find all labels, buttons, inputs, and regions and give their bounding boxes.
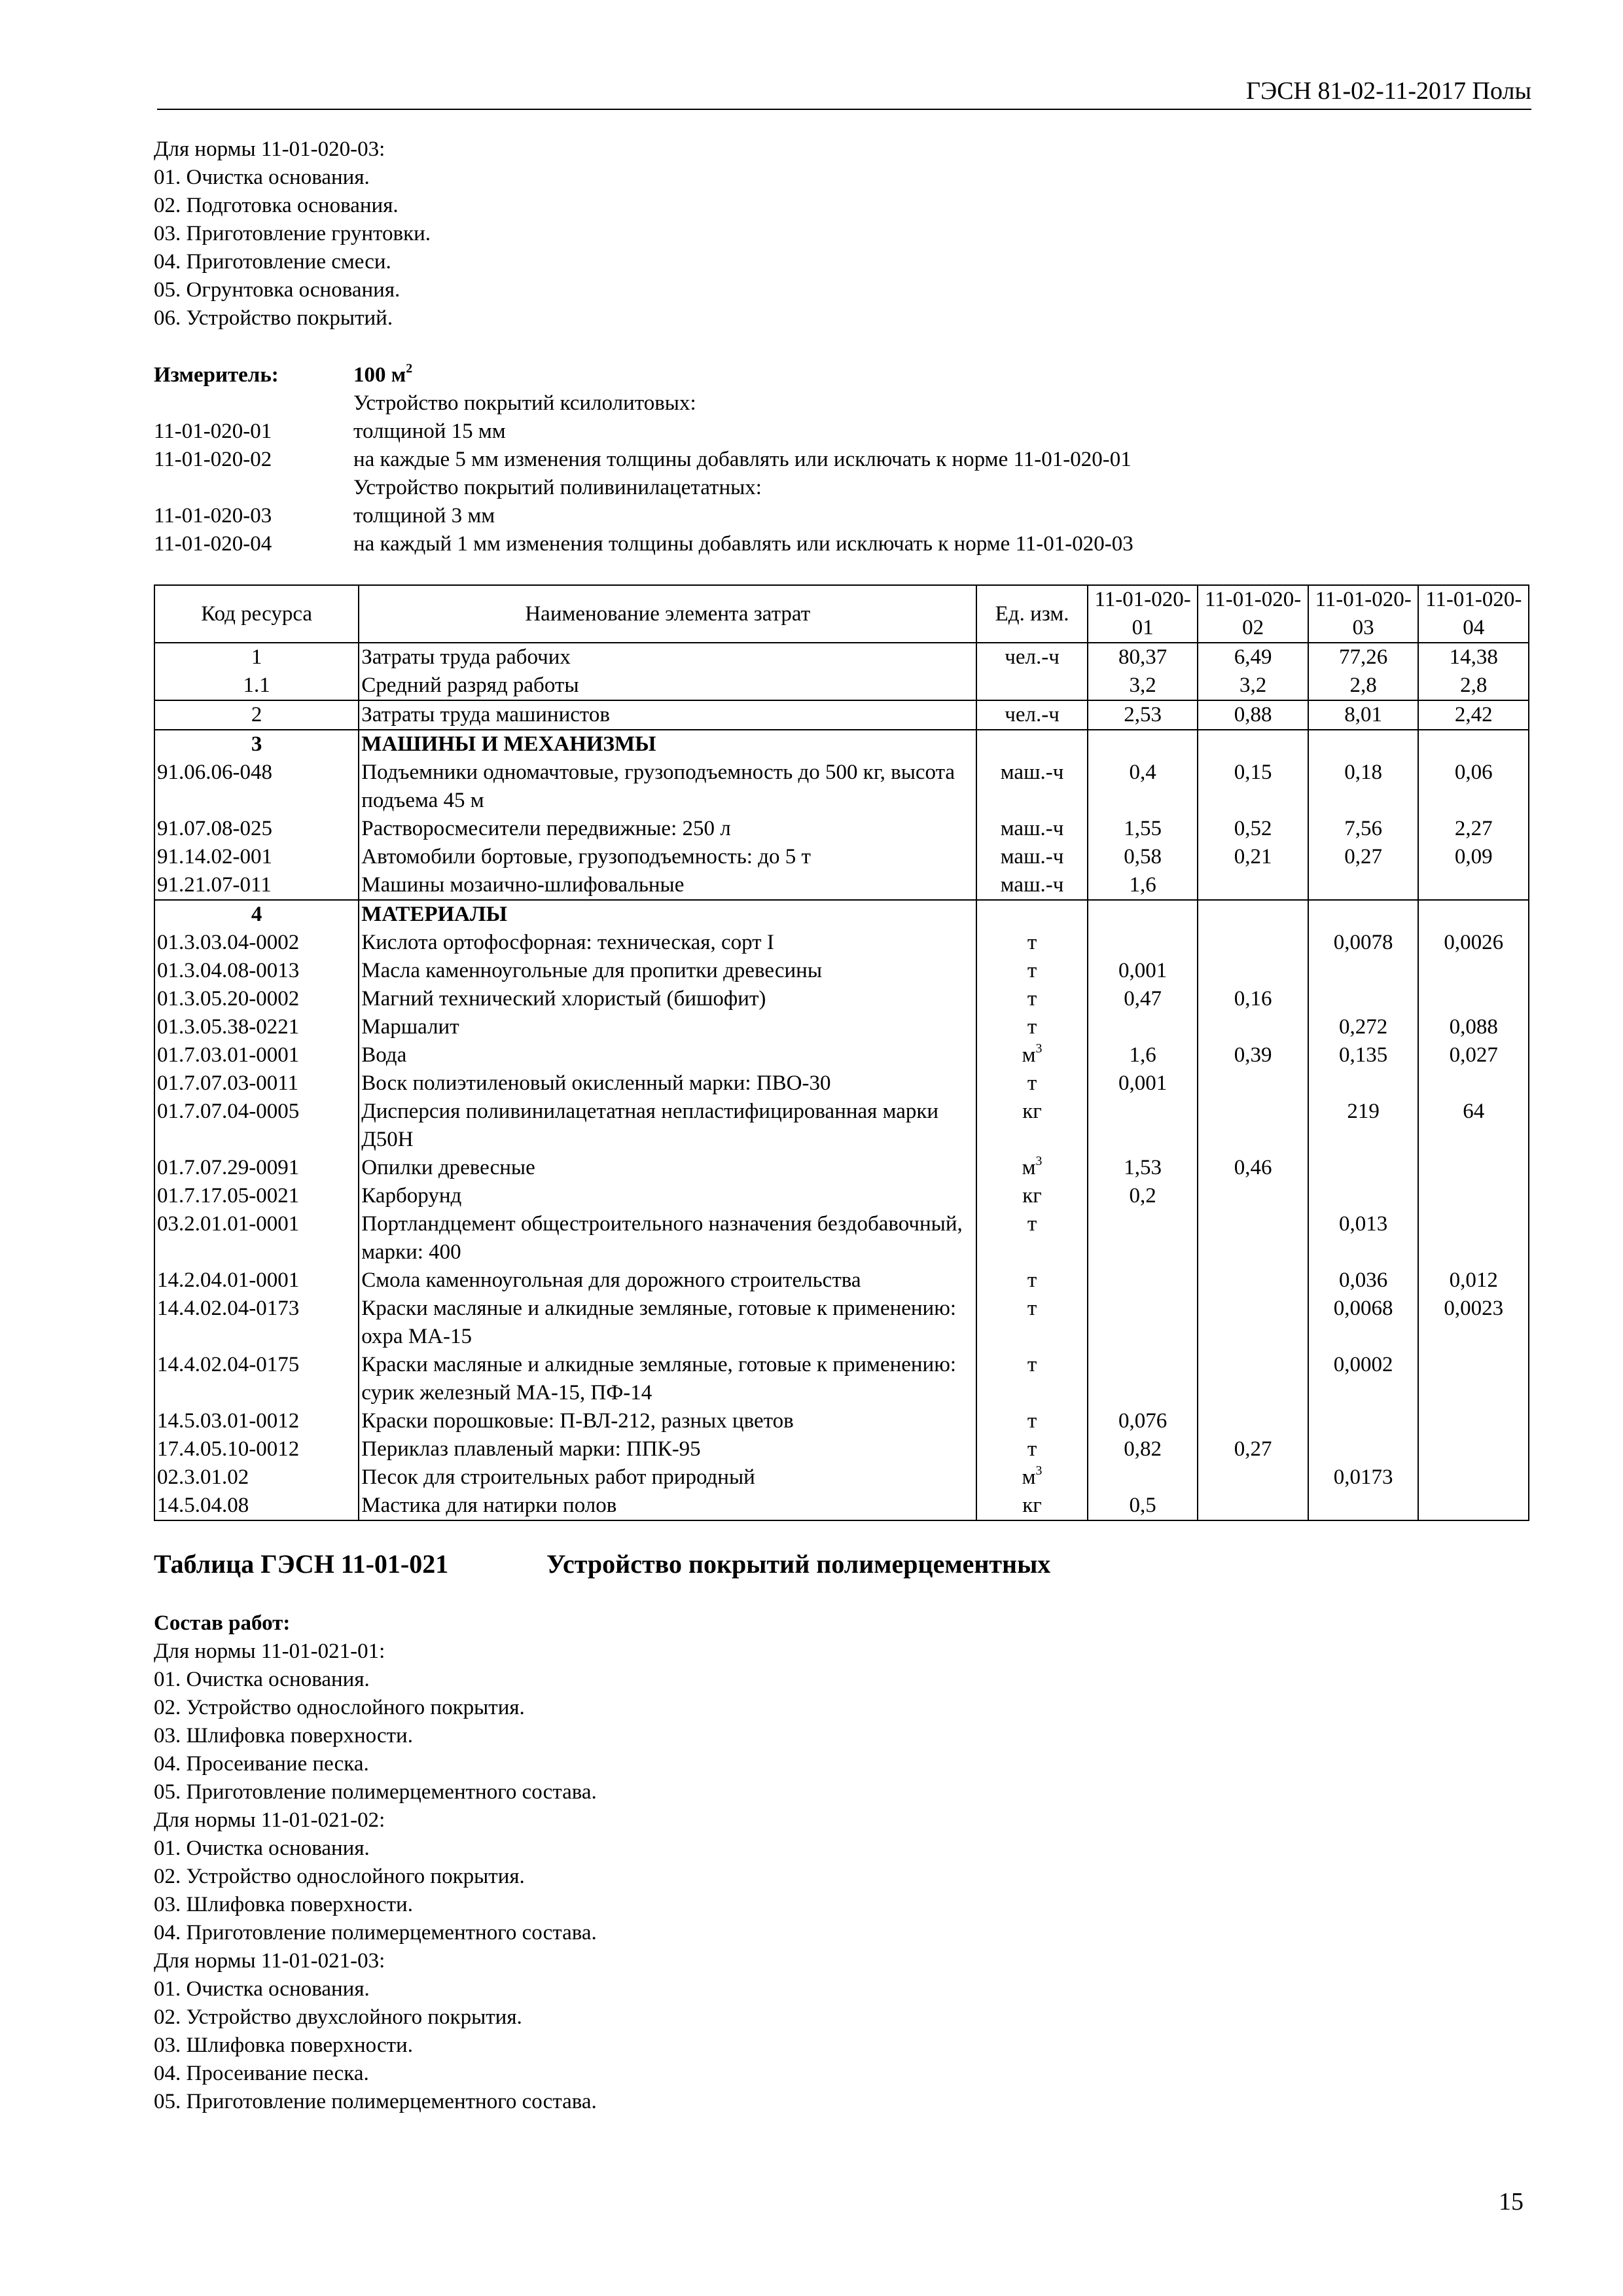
norm-value [1198,900,1308,929]
norm-value: 0,4 [1088,759,1198,815]
work-line: 04. Приготовление смеси. [154,250,391,274]
table-row [154,1351,1529,1407]
resource-unit: $м^3$ [976,1463,1088,1492]
norm-value [1088,1210,1198,1266]
norm-value [1418,985,1529,1013]
norm-value [1198,871,1308,900]
table-2-title [154,1549,1051,1579]
table-2-code: Таблица ГЭСН 11-01-021 [154,1549,449,1579]
table-row [154,1266,1529,1295]
col-header-code: Код ресурса [154,585,359,643]
table-row [154,985,1529,1013]
resource-code: 01.7.07.04-0005 [154,1098,359,1154]
norm-value: 0,18 [1308,759,1419,815]
norm-value: 0,0023 [1418,1295,1529,1351]
work-composition-top [154,135,431,332]
resource-unit: т [976,1210,1088,1266]
resource-unit: маш.-ч [976,759,1088,815]
norm-value: 8,01 [1308,700,1419,730]
table-row [154,1407,1529,1435]
norm-value [1198,1266,1308,1295]
norm-value [1088,730,1198,759]
resource-name: Периклаз плавленый марки: ППК-95 [359,1435,976,1463]
resource-code: 91.06.06-048 [154,759,359,815]
resource-name: Затраты труда рабочих [359,643,976,672]
work-line: Для нормы 11-01-020-03: [154,137,385,161]
resource-code: 17.4.05.10-0012 [154,1435,359,1463]
norm-text: на каждые 5 мм изменения толщины добавлять или исключать к норме 11-01-020-01 [353,448,1132,471]
norm-value: 7,56 [1308,815,1419,843]
resource-unit: т [976,1351,1088,1407]
resource-unit [976,730,1088,759]
work-line: 01. Очистка основания. [154,1668,370,1691]
resource-name: Мастика для натирки полов [359,1492,976,1520]
norm-value [1418,1154,1529,1182]
norm-value: 0,09 [1418,843,1529,871]
running-header [157,73,1531,110]
resource-name: Вода [359,1041,976,1069]
norm-value [1088,1351,1198,1407]
norm-value: 2,27 [1418,815,1529,843]
norm-value [1418,1407,1529,1435]
norm-value: 0,58 [1088,843,1198,871]
resources-table [154,584,1529,1521]
resource-code: 4 [154,900,359,929]
norm-value: 1,6 [1088,871,1198,900]
resource-code: 14.2.04.01-0001 [154,1266,359,1295]
work-line: Для нормы 11-01-021-02: [154,1808,385,1832]
norm-value: 14,38 [1418,643,1529,672]
work-heading: Состав работ: [154,1611,291,1635]
norm-value: 1,53 [1088,1154,1198,1182]
table-row [154,1492,1529,1520]
work-line: 01. Очистка основания. [154,1837,370,1860]
table-row [154,1435,1529,1463]
resource-name: Карборунд [359,1182,976,1210]
norm-value: 0,47 [1088,985,1198,1013]
table-row [154,871,1529,900]
work-line: 03. Шлифовка поверхности. [154,1893,413,1916]
norm-value: 0,52 [1198,815,1308,843]
norm-value [1308,1154,1419,1182]
work-line: 01. Очистка основания. [154,1977,370,2001]
norm-value: 0,0173 [1308,1463,1419,1492]
resource-unit: маш.-ч [976,871,1088,900]
norm-value [1308,900,1419,929]
resource-code: 14.4.02.04-0175 [154,1351,359,1407]
table-row [154,929,1529,957]
resource-name: Маршалит [359,1013,976,1041]
resource-name: Автомобили бортовые, грузоподъемность: до 5 т [359,843,976,871]
col-header-unit: Ед. изм. [976,585,1088,643]
resource-code: 14.5.03.01-0012 [154,1407,359,1435]
norm-value: 0,0078 [1308,929,1419,957]
norm-text: Устройство покрытий ксилолитовых: [353,391,696,415]
table-row [154,759,1529,815]
meter-value: 100 $м^2$ [353,361,413,387]
norm-value [1418,1182,1529,1210]
norm-value: 0,001 [1088,957,1198,985]
resource-unit: т [976,1266,1088,1295]
table-row [154,815,1529,843]
resource-unit: маш.-ч [976,815,1088,843]
norm-value [1198,1463,1308,1492]
col-header-norm: 11-01-020-01 [1088,585,1198,643]
norm-value: 0,21 [1198,843,1308,871]
resource-code: 14.5.04.08 [154,1492,359,1520]
resource-code: 01.3.05.20-0002 [154,985,359,1013]
work-line: Для нормы 11-01-021-01: [154,1640,385,1663]
resource-name: Краски масляные и алкидные земляные, готовые к применению: сурик железный МА-15, ПФ-14 [359,1351,976,1407]
norm-value: 0,088 [1418,1013,1529,1041]
norm-value: 2,8 [1418,672,1529,700]
norm-value [1198,1098,1308,1154]
norm-value: 0,012 [1418,1266,1529,1295]
table-header-row [154,585,1529,643]
norm-value: 0,88 [1198,700,1308,730]
col-header-norm: 11-01-020-03 [1308,585,1419,643]
table-row [154,672,1529,700]
norm-value [1088,929,1198,957]
work-line: 02. Устройство двухслойного покрытия. [154,2005,522,2029]
resource-name: Затраты труда машинистов [359,700,976,730]
norm-value [1198,1210,1308,1266]
resource-unit: т [976,1435,1088,1463]
resource-unit: $м^3$ [976,1041,1088,1069]
norm-value: 77,26 [1308,643,1419,672]
norm-value: 0,001 [1088,1069,1198,1098]
resource-name: Машины мозаично-шлифовальные [359,871,976,900]
norm-value [1198,1295,1308,1351]
work-line: 03. Шлифовка поверхности. [154,1724,413,1748]
resource-code: 01.7.17.05-0021 [154,1182,359,1210]
table-row [154,1210,1529,1266]
resource-name: Опилки древесные [359,1154,976,1182]
norm-value [1308,1069,1419,1098]
norm-value: 0,0002 [1308,1351,1419,1407]
table-row [154,1013,1529,1041]
norm-value [1088,1013,1198,1041]
norm-value: 0,15 [1198,759,1308,815]
norm-value: 80,37 [1088,643,1198,672]
resource-name: Магний технический хлористый (бишофит) [359,985,976,1013]
resource-unit: т [976,1069,1088,1098]
norm-value [1198,1013,1308,1041]
table-row [154,1182,1529,1210]
work-line: 03. Шлифовка поверхности. [154,2034,413,2057]
work-line: 05. Приготовление полимерцементного состава. [154,1780,597,1804]
norm-value: 0,027 [1418,1041,1529,1069]
norm-value [1308,730,1419,759]
resource-code: 2 [154,700,359,730]
norm-value [1308,871,1419,900]
norm-value: 64 [1418,1098,1529,1154]
norm-value: 0,0026 [1418,929,1529,957]
table-row [154,730,1529,759]
norm-value [1088,900,1198,929]
resource-name: Масла каменноугольные для пропитки древесины [359,957,976,985]
norm-value [1418,1210,1529,1266]
resource-code: 01.3.05.38-0221 [154,1013,359,1041]
resource-code: 01.7.03.01-0001 [154,1041,359,1069]
norm-value: 6,49 [1198,643,1308,672]
norm-value [1088,1463,1198,1492]
resource-name: МАШИНЫ И МЕХАНИЗМЫ [359,730,976,759]
norm-value [1198,1182,1308,1210]
resource-code: 91.21.07-011 [154,871,359,900]
page-number: 15 [1499,2188,1524,2215]
col-header-norm: 11-01-020-04 [1418,585,1529,643]
work-line: Для нормы 11-01-021-03: [154,1949,385,1973]
resource-code: 02.3.01.02 [154,1463,359,1492]
resource-unit: кг [976,1098,1088,1154]
resource-name: Портландцемент общестроительного назначения бездобавочный, марки: 400 [359,1210,976,1266]
norm-value: 0,036 [1308,1266,1419,1295]
norm-value: 0,46 [1198,1154,1308,1182]
norm-value [1088,1266,1198,1295]
table-row [154,957,1529,985]
resource-unit: т [976,985,1088,1013]
resource-unit: т [976,1295,1088,1351]
norm-code: 11-01-020-04 [154,532,272,556]
resource-name: Дисперсия поливинилацетатная непластифицированная марки Д50Н [359,1098,976,1154]
work-line: 05. Приготовление полимерцементного состава. [154,2090,597,2113]
resource-unit: маш.-ч [976,843,1088,871]
resource-unit [976,672,1088,700]
work-composition-bottom [154,1609,597,2116]
norm-value: 3,2 [1198,672,1308,700]
norm-value [1308,1407,1419,1435]
table-2-name: Устройство покрытий полимерцементных [546,1549,1051,1579]
norm-value: 0,39 [1198,1041,1308,1069]
resource-name: Песок для строительных работ природный [359,1463,976,1492]
norm-text: толщиной 15 мм [353,420,506,443]
resource-code: 01.3.04.08-0013 [154,957,359,985]
resource-name: МАТЕРИАЛЫ [359,900,976,929]
resource-code: 01.7.07.29-0091 [154,1154,359,1182]
norm-value: 219 [1308,1098,1419,1154]
work-line: 02. Устройство однослойного покрытия. [154,1696,525,1719]
norm-value: 0,82 [1088,1435,1198,1463]
norm-value: 0,06 [1418,759,1529,815]
resource-unit: т [976,929,1088,957]
resource-name: Краски порошковые: П-ВЛ-212, разных цветов [359,1407,976,1435]
resource-name: Воск полиэтиленовый окисленный марки: ПВО-30 [359,1069,976,1098]
work-line: 01. Очистка основания. [154,166,370,189]
resource-name: Смола каменноугольная для дорожного строительства [359,1266,976,1295]
work-line: 04. Просеивание песка. [154,1752,369,1776]
norm-value [1088,1098,1198,1154]
norm-value [1308,1492,1419,1520]
meter-label: Измеритель: [154,363,279,387]
table-row [154,1041,1529,1069]
resource-unit: чел.-ч [976,643,1088,672]
resource-code: 91.07.08-025 [154,815,359,843]
norm-value [1198,1351,1308,1407]
resource-unit: т [976,1013,1088,1041]
norm-code: 11-01-020-03 [154,504,272,528]
table-row [154,1098,1529,1154]
norm-value [1418,730,1529,759]
norm-value [1308,985,1419,1013]
norm-value [1418,900,1529,929]
resource-code: 1 [154,643,359,672]
resource-code: 14.4.02.04-0173 [154,1295,359,1351]
norm-value [1088,1295,1198,1351]
table-row [154,700,1529,730]
norm-value: 0,013 [1308,1210,1419,1266]
resource-code: 91.14.02-001 [154,843,359,871]
work-line: 05. Огрунтовка основания. [154,278,401,302]
table-row [154,843,1529,871]
resource-code: 03.2.01.01-0001 [154,1210,359,1266]
norm-value [1418,1069,1529,1098]
norm-value [1198,957,1308,985]
work-line: 02. Устройство однослойного покрытия. [154,1865,525,1888]
norm-value: 0,27 [1308,843,1419,871]
norm-value [1198,1069,1308,1098]
norm-value: 2,8 [1308,672,1419,700]
norm-text: Устройство покрытий поливинилацетатных: [353,476,762,499]
norm-value [1198,1492,1308,1520]
norm-value [1418,871,1529,900]
norm-value [1418,1435,1529,1463]
norm-value [1418,1463,1529,1492]
resource-unit: кг [976,1182,1088,1210]
norm-value: 0,27 [1198,1435,1308,1463]
resource-code: 3 [154,730,359,759]
table-row [154,1154,1529,1182]
norm-value: 2,53 [1088,700,1198,730]
resource-name: Растворосмесители передвижные: 250 л [359,815,976,843]
work-line: 04. Просеивание песка. [154,2062,369,2085]
resource-code: 01.7.07.03-0011 [154,1069,359,1098]
table-row [154,1069,1529,1098]
norm-code: 11-01-020-02 [154,448,272,471]
norm-value: 0,5 [1088,1492,1198,1520]
header-title: ГЭСН 81-02-11-2017 Полы [1246,77,1531,105]
norm-value: 0,0068 [1308,1295,1419,1351]
col-header-norm: 11-01-020-02 [1198,585,1308,643]
work-line: 06. Устройство покрытий. [154,306,393,330]
resource-name: Кислота ортофосфорная: техническая, сорт I [359,929,976,957]
norm-value [1198,929,1308,957]
resource-unit: чел.-ч [976,700,1088,730]
norm-value: 1,6 [1088,1041,1198,1069]
norm-value: 3,2 [1088,672,1198,700]
resource-name: Краски масляные и алкидные земляные, готовые к применению: охра МА-15 [359,1295,976,1351]
norm-text: толщиной 3 мм [353,504,495,528]
col-header-name: Наименование элемента затрат [359,585,976,643]
norm-value [1418,957,1529,985]
resource-unit: $м^3$ [976,1154,1088,1182]
norm-value [1418,1351,1529,1407]
norm-value: 0,135 [1308,1041,1419,1069]
work-line: 04. Приготовление полимерцементного состава. [154,1921,597,1945]
norm-value: 2,42 [1418,700,1529,730]
norm-value [1198,1407,1308,1435]
resource-unit: кг [976,1492,1088,1520]
norm-text: на каждый 1 мм изменения толщины добавлять или исключать к норме 11-01-020-03 [353,532,1133,556]
norm-value [1198,730,1308,759]
table-row [154,1295,1529,1351]
work-line: 03. Приготовление грунтовки. [154,222,431,245]
resource-unit: т [976,1407,1088,1435]
norm-value: 0,16 [1198,985,1308,1013]
resource-name: Подъемники одномачтовые, грузоподъемность до 500 кг, высота подъема 45 м [359,759,976,815]
work-line: 02. Подготовка основания. [154,194,399,217]
table-row [154,643,1529,672]
norm-code: 11-01-020-01 [154,420,272,443]
norm-value [1418,1492,1529,1520]
resource-code: 1.1 [154,672,359,700]
resource-code: 01.3.03.04-0002 [154,929,359,957]
table-row [154,900,1529,929]
norm-value: 0,076 [1088,1407,1198,1435]
table-row [154,1463,1529,1492]
norm-value: 1,55 [1088,815,1198,843]
resource-unit [976,900,1088,929]
norm-value [1308,1435,1419,1463]
resource-unit: т [976,957,1088,985]
norm-value: 0,2 [1088,1182,1198,1210]
resource-name: Средний разряд работы [359,672,976,700]
norm-value [1308,1182,1419,1210]
norm-value: 0,272 [1308,1013,1419,1041]
norm-value [1308,957,1419,985]
